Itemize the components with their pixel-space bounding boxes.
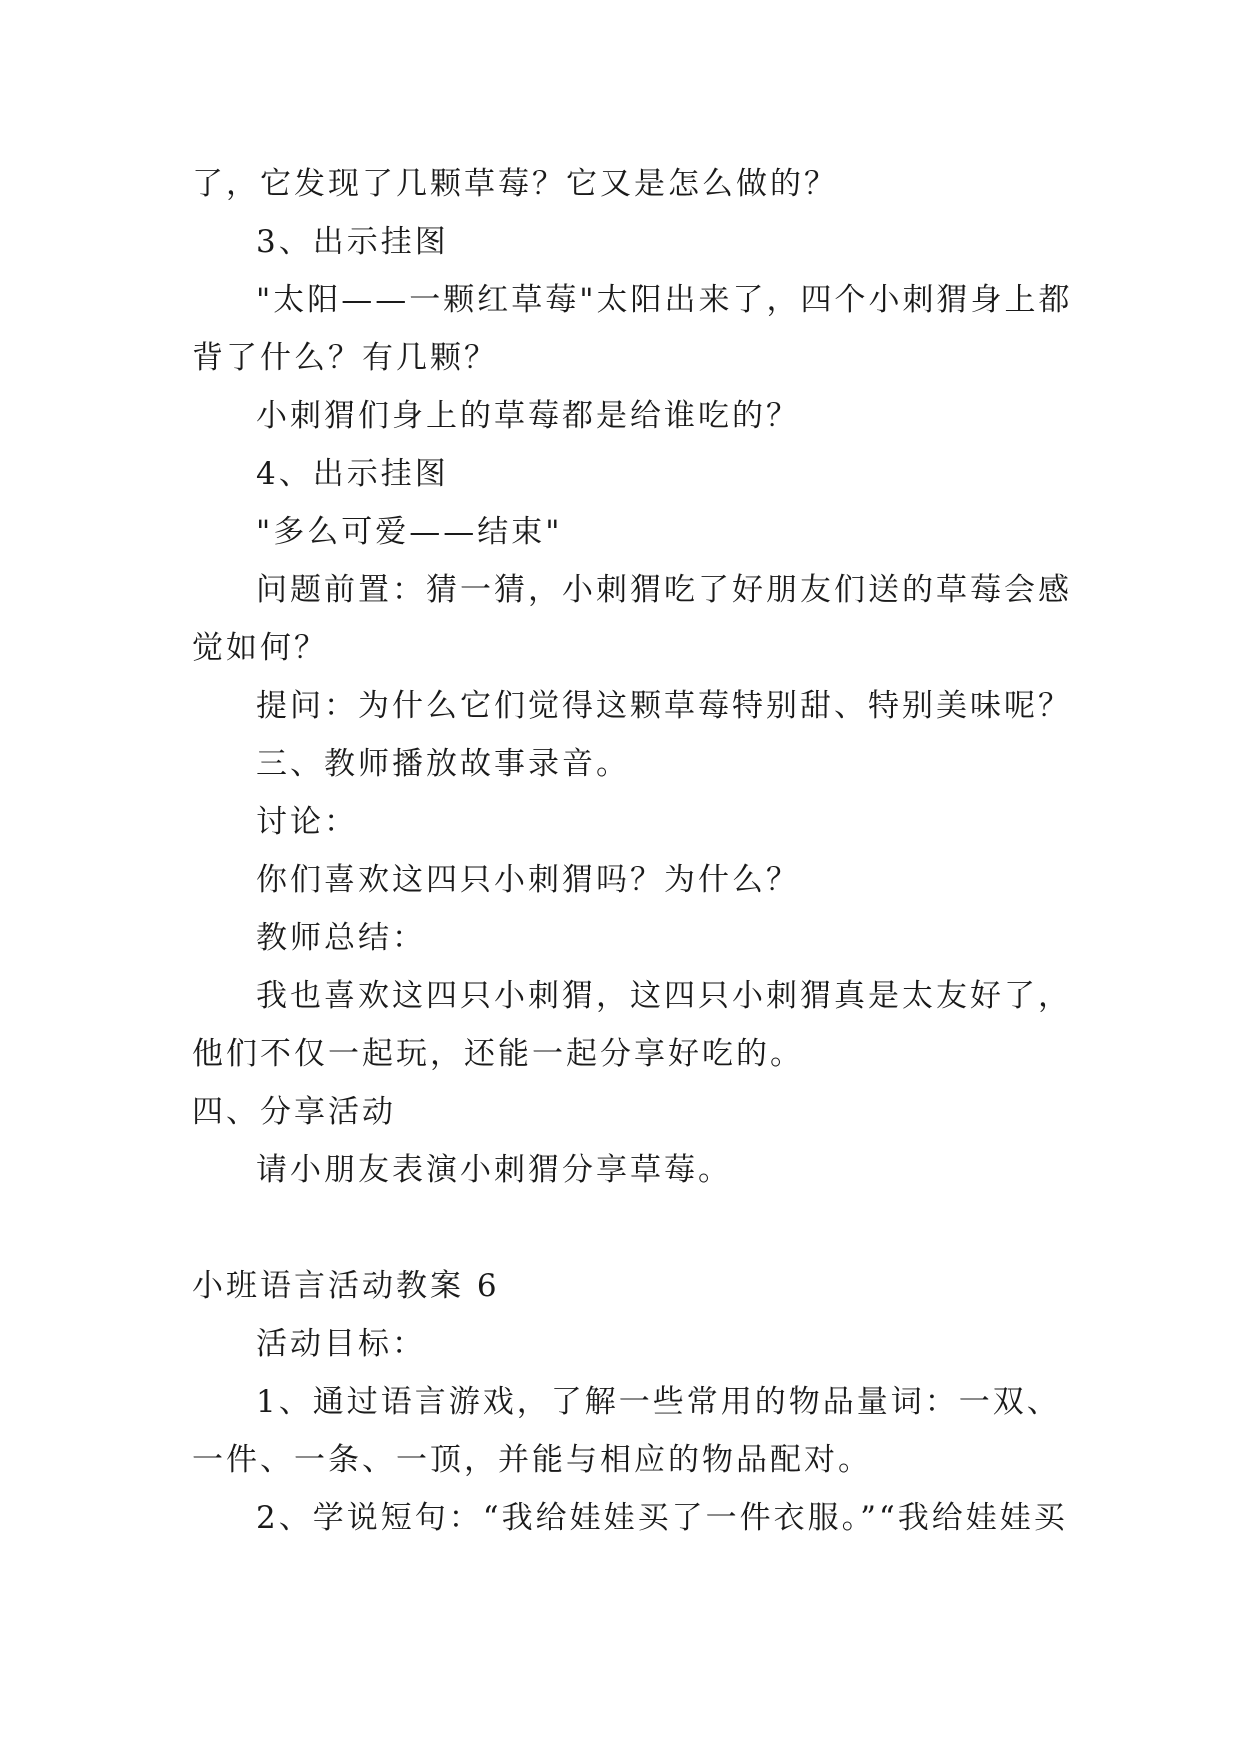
body-text-line: 我也喜欢这四只小刺猬，这四只小刺猬真是太友好了， xyxy=(256,978,1072,1014)
body-text-line: 了，它发现了几颗草莓？它又是怎么做的？ xyxy=(192,166,838,202)
body-text-line: "太阳——一颗红草莓"太阳出来了，四个小刺猬身上都 xyxy=(256,282,1073,318)
body-text-line: 背了什么？有几颗？ xyxy=(192,340,498,376)
body-text-line: 你们喜欢这四只小刺猬吗？为什么？ xyxy=(256,862,800,898)
body-text-line: 觉如何？ xyxy=(192,630,328,666)
body-text-line: 讨论： xyxy=(256,804,358,840)
section-heading-4: 四、分享活动 xyxy=(192,1094,396,1130)
list-item-goal-2: 2、学说短句：“我给娃娃买了一件衣服。”“我给娃娃买 xyxy=(256,1500,1068,1536)
body-text-line: 问题前置：猜一猜，小刺猬吃了好朋友们送的草莓会感 xyxy=(256,572,1072,608)
body-text-line: 小刺猬们身上的草莓都是给谁吃的？ xyxy=(256,398,800,434)
list-item-goal-1: 1、通过语言游戏，了解一些常用的物品量词：一双、 xyxy=(256,1384,1061,1420)
body-text-line: 提问：为什么它们觉得这颗草莓特别甜、特别美味呢？ xyxy=(256,688,1072,724)
document-title: 小班语言活动教案 6 xyxy=(192,1268,500,1304)
subheading-activity-goals: 活动目标： xyxy=(256,1326,426,1362)
body-text-line: "多么可爱——结束" xyxy=(256,514,563,550)
body-text-line: 一件、一条、一顶，并能与相应的物品配对。 xyxy=(192,1442,872,1478)
list-item-step-4: 4、出示挂图 xyxy=(256,456,449,492)
body-text-line: 教师总结： xyxy=(256,920,426,956)
list-item-step-3: 3、出示挂图 xyxy=(256,224,449,260)
body-text-line: 请小朋友表演小刺猬分享草莓。 xyxy=(256,1152,732,1188)
section-heading-3: 三、教师播放故事录音。 xyxy=(256,746,630,782)
body-text-line: 他们不仅一起玩，还能一起分享好吃的。 xyxy=(192,1036,804,1072)
